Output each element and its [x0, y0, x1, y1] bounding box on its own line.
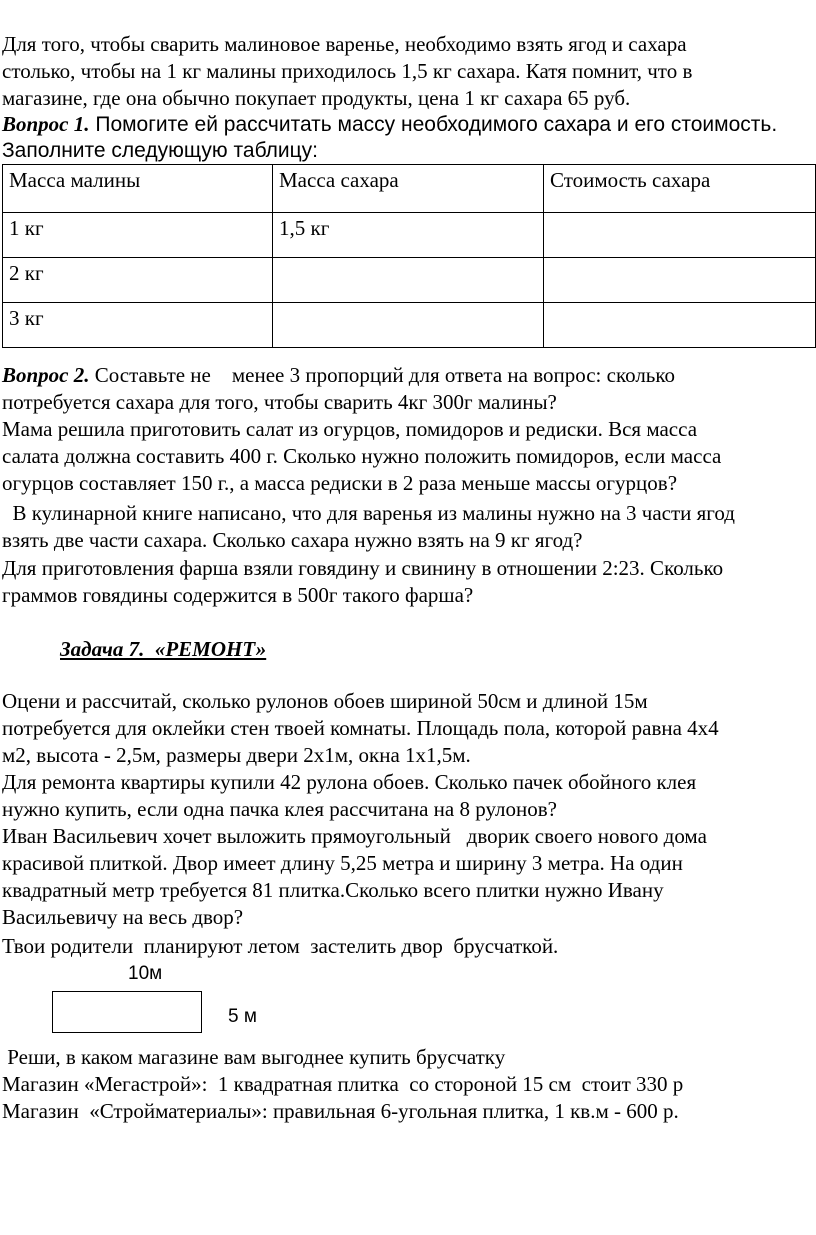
question-1-line-2: Заполните следующую таблицу:: [2, 139, 318, 162]
table-row: [3, 258, 816, 303]
store-stroymaterialy-line: Магазин «Стройматериалы»: правильная 6-угольная плитка, 1 кв.м - 600 р.: [2, 1099, 679, 1123]
yard-width-label: 10м: [128, 963, 163, 984]
task-tile-line-4: Васильевичу на весь двор?: [2, 905, 244, 929]
task-paving-line-2: Реши, в каком магазине вам выгоднее купить брусчатку: [2, 1045, 506, 1069]
task-wallpaper-line-3: м2, высота - 2,5м, размеры двери 2х1м, окна 1х1,5м.: [2, 743, 471, 767]
table-cell: [544, 258, 816, 303]
store-megastroy-line: Магазин «Мегастрой»: 1 квадратная плитка со стороной 15 см стоит 330 р: [2, 1072, 684, 1096]
problem-jam-line-2: взять две части сахара. Сколько сахара нужно взять на 9 кг ягод?: [2, 528, 583, 552]
header-raspberry-mass: Масса малины: [3, 165, 273, 213]
problem-salad-line-2: салата должна составить 400 г. Сколько нужно положить помидоров, если масса: [2, 444, 722, 468]
task-7-title: Задача 7. «РЕМОНТ»: [60, 637, 267, 661]
task-glue-line-1: Для ремонта квартиры купили 42 рулона обоев. Сколько пачек обойного клея: [2, 770, 697, 794]
task-tile-line-2: красивой плиткой. Двор имеет длину 5,25 метра и ширину 3 метра. На один: [2, 851, 683, 875]
task-paving-line-1: Твои родители планируют летом застелить двор брусчаткой.: [2, 934, 559, 958]
problem-mince-line-2: граммов говядины содержится в 500г такого фарша?: [2, 583, 474, 607]
table-cell: 3 кг: [3, 303, 273, 348]
table-row: [3, 213, 816, 258]
table-cell: 2 кг: [3, 258, 273, 303]
question-2-text: Составьте не менее 3 пропорций для ответа на вопрос: сколько: [89, 363, 676, 387]
task-glue-line-2: нужно купить, если одна пачка клея рассчитана на 8 рулонов?: [2, 797, 557, 821]
question-1: [2, 111, 777, 138]
question-2-line-2: потребуется сахара для того, чтобы сварить 4кг 300г малины?: [2, 390, 557, 414]
table-cell: [544, 303, 816, 348]
question-2: [2, 362, 675, 388]
yard-height-label: 5 м: [228, 1006, 257, 1027]
question-1-text: Помогите ей рассчитать массу необходимого сахара и его стоимость.: [89, 113, 778, 136]
table-header-row: [3, 165, 816, 213]
sugar-table: [2, 164, 816, 348]
problem-jam-line-1: В кулинарной книге написано, что для варенья из малины нужно на 3 части ягод: [2, 501, 735, 525]
yard-rectangle: [52, 991, 202, 1033]
intro-line-1: Для того, чтобы сварить малиновое варенье, необходимо взять ягод и сахара: [2, 32, 687, 56]
header-sugar-mass: Масса сахара: [273, 165, 544, 213]
header-sugar-cost: Стоимость сахара: [544, 165, 816, 213]
question-1-label: Вопрос 1.: [2, 112, 90, 136]
problem-salad-line-3: огурцов составляет 150 г., а масса редиски в 2 раза меньше массы огурцов?: [2, 471, 678, 495]
table-row: [3, 303, 816, 348]
task-tile-line-3: квадратный метр требуется 81 плитка.Сколько всего плитки нужно Ивану: [2, 878, 664, 902]
task-tile-line-1: Иван Васильевич хочет выложить прямоугольный дворик своего нового дома: [2, 824, 707, 848]
table-cell: [273, 258, 544, 303]
problem-salad-line-1: Мама решила приготовить салат из огурцов, помидоров и редиски. Вся масса: [2, 417, 698, 441]
intro-line-3: магазине, где она обычно покупает продукты, цена 1 кг сахара 65 руб.: [2, 86, 631, 110]
question-2-label: Вопрос 2.: [2, 363, 90, 387]
intro-line-2: столько, чтобы на 1 кг малины приходилось 1,5 кг сахара. Катя помнит, что в: [2, 59, 693, 83]
task-wallpaper-line-2: потребуется для оклейки стен твоей комнаты. Площадь пола, которой равна 4х4: [2, 716, 719, 740]
table-cell: 1,5 кг: [273, 213, 544, 258]
table-cell: [544, 213, 816, 258]
task-wallpaper-line-1: Оцени и рассчитай, сколько рулонов обоев шириной 50см и длиной 15м: [2, 689, 648, 713]
problem-mince-line-1: Для приготовления фарша взяли говядину и свинину в отношении 2:23. Сколько: [2, 556, 724, 580]
table-cell: [273, 303, 544, 348]
table-cell: 1 кг: [3, 213, 273, 258]
